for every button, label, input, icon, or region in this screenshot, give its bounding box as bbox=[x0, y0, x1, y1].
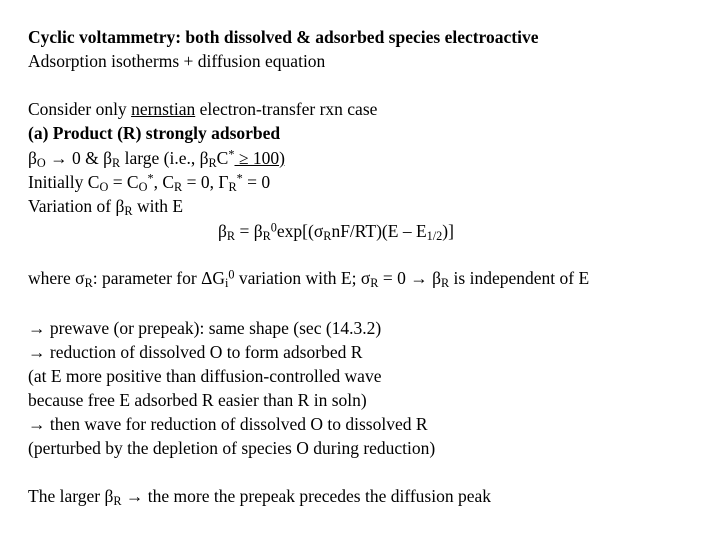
beta-condition-line bbox=[28, 147, 285, 171]
beta-arrow-text: → 0 & bbox=[45, 148, 104, 168]
star-sup: * bbox=[147, 171, 154, 186]
point-line: → prewave (or prepeak): same shape (sec (14.3.2) bbox=[28, 318, 382, 338]
where-p4: = 0 → β bbox=[378, 268, 441, 288]
sub-r: R bbox=[113, 494, 122, 509]
where-line bbox=[28, 267, 590, 291]
sub-o: O bbox=[138, 180, 148, 195]
where-p5: is independent of E bbox=[449, 268, 590, 288]
geq-text: ≥ 100) bbox=[234, 148, 285, 168]
initial-eq3: = 0 bbox=[242, 172, 271, 192]
beta-symbol: β bbox=[199, 148, 209, 168]
slide-subtitle: Adsorption isotherms + diffusion equation bbox=[28, 51, 326, 71]
sup-zero: 0 bbox=[228, 267, 235, 282]
sub-i: i bbox=[224, 276, 229, 291]
sub-r: R bbox=[124, 204, 133, 219]
nernstian-term: nernstian bbox=[131, 99, 196, 119]
slide-title: Cyclic voltammetry: both dissolved & adsorbed species electroactive bbox=[28, 27, 539, 47]
sub-r: R bbox=[174, 180, 183, 195]
star-sup: * bbox=[236, 171, 243, 186]
point-line: → reduction of dissolved O to form adsorbed R bbox=[28, 342, 363, 362]
initial-condition-line bbox=[28, 171, 271, 195]
beta-symbol: β bbox=[28, 148, 37, 168]
case-intro-suffix: electron-transfer rxn case bbox=[195, 99, 378, 119]
variation-suffix: with E bbox=[132, 196, 184, 216]
variation-line bbox=[28, 196, 184, 219]
sub-r: R bbox=[228, 180, 237, 195]
sub-r: R bbox=[226, 229, 236, 244]
where-p2: : parameter for ΔG bbox=[92, 268, 225, 288]
beta-symbol: β bbox=[218, 221, 227, 241]
sub-r: R bbox=[84, 276, 93, 291]
beta-symbol: β bbox=[103, 148, 113, 168]
sub-r: R bbox=[112, 156, 121, 171]
sub-r: R bbox=[208, 156, 217, 171]
point-line: because free E adsorbed R easier than R in soln) bbox=[28, 390, 367, 410]
case-a-heading: (a) Product (R) strongly adsorbed bbox=[28, 123, 281, 143]
conclusion-line bbox=[28, 486, 491, 509]
point-line: (at E more positive than diffusion-controlled wave bbox=[28, 366, 382, 386]
star-sup: * bbox=[228, 147, 235, 162]
sub-o: O bbox=[99, 180, 109, 195]
case-intro-line bbox=[28, 99, 377, 119]
beta-large-text: large (i.e., bbox=[120, 148, 200, 168]
sub-o: O bbox=[36, 156, 46, 171]
sub-r: R bbox=[441, 276, 450, 291]
initial-comma: , C bbox=[153, 172, 175, 192]
initial-eq1: = C bbox=[108, 172, 139, 192]
where-p3: variation with E; σ bbox=[234, 268, 371, 288]
sub-half: 1/2 bbox=[426, 229, 443, 244]
initial-prefix: Initially C bbox=[28, 172, 100, 192]
sub-r: R bbox=[370, 276, 379, 291]
initial-eq2: = 0, Γ bbox=[182, 172, 229, 192]
variation-prefix: Variation of β bbox=[28, 196, 125, 216]
point-line: (perturbed by the depletion of species O during reduction) bbox=[28, 438, 436, 458]
beta-equation bbox=[218, 220, 454, 244]
equation-rest: nF/RT)(E – E bbox=[331, 221, 427, 241]
sub-r: R bbox=[262, 229, 271, 244]
equation-eq: = β bbox=[235, 221, 263, 241]
case-intro-prefix: Consider only bbox=[28, 99, 132, 119]
sup-zero: 0 bbox=[270, 220, 277, 235]
conclusion-p2: → the more the prepeak precedes the diffusion peak bbox=[121, 486, 491, 506]
conc-symbol: C bbox=[216, 148, 229, 168]
equation-close: )] bbox=[442, 221, 454, 241]
point-line: → then wave for reduction of dissolved O to dissolved R bbox=[28, 414, 428, 434]
where-p1: where σ bbox=[28, 268, 85, 288]
conclusion-p1: The larger β bbox=[28, 486, 114, 506]
equation-exp: exp[(σ bbox=[276, 221, 324, 241]
sub-r: R bbox=[323, 229, 332, 244]
